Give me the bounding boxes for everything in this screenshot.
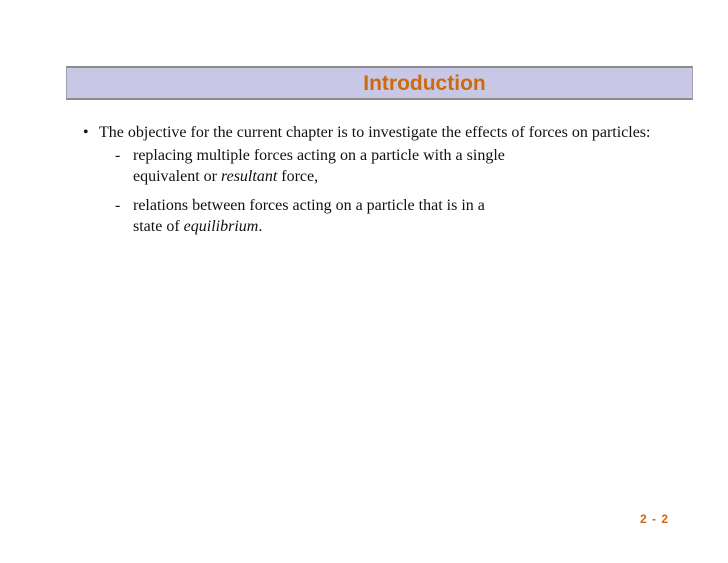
dash-icon: - <box>115 197 121 214</box>
bullet-text: The objective for the current chapter is to investigate the effects of forces on particles: <box>99 124 651 141</box>
sub-item-line2-pre: state of <box>133 218 184 235</box>
sub-item-equilibrium <box>81 195 681 237</box>
sub-item-line1: relations between forces acting on a particle that is in a <box>133 197 485 214</box>
bullet-icon: • <box>83 124 89 141</box>
sub-item-line1: replacing multiple forces acting on a particle with a single <box>133 147 505 164</box>
sub-item-resultant <box>81 145 681 187</box>
sub-item-emphasis: equilibrium <box>183 218 259 235</box>
sub-item-emphasis: resultant <box>220 168 278 185</box>
page-number: 2 - 2 <box>640 512 670 526</box>
dash-icon: - <box>115 147 121 164</box>
slide-title: Introduction <box>363 72 486 95</box>
sub-item-line2-pre: equivalent or <box>133 168 221 185</box>
sub-item-line2-post: force, <box>277 168 319 185</box>
sub-item-line2-post: . <box>258 218 263 235</box>
slide-content <box>81 122 681 237</box>
bullet-item <box>81 122 681 143</box>
title-bar <box>66 66 693 100</box>
